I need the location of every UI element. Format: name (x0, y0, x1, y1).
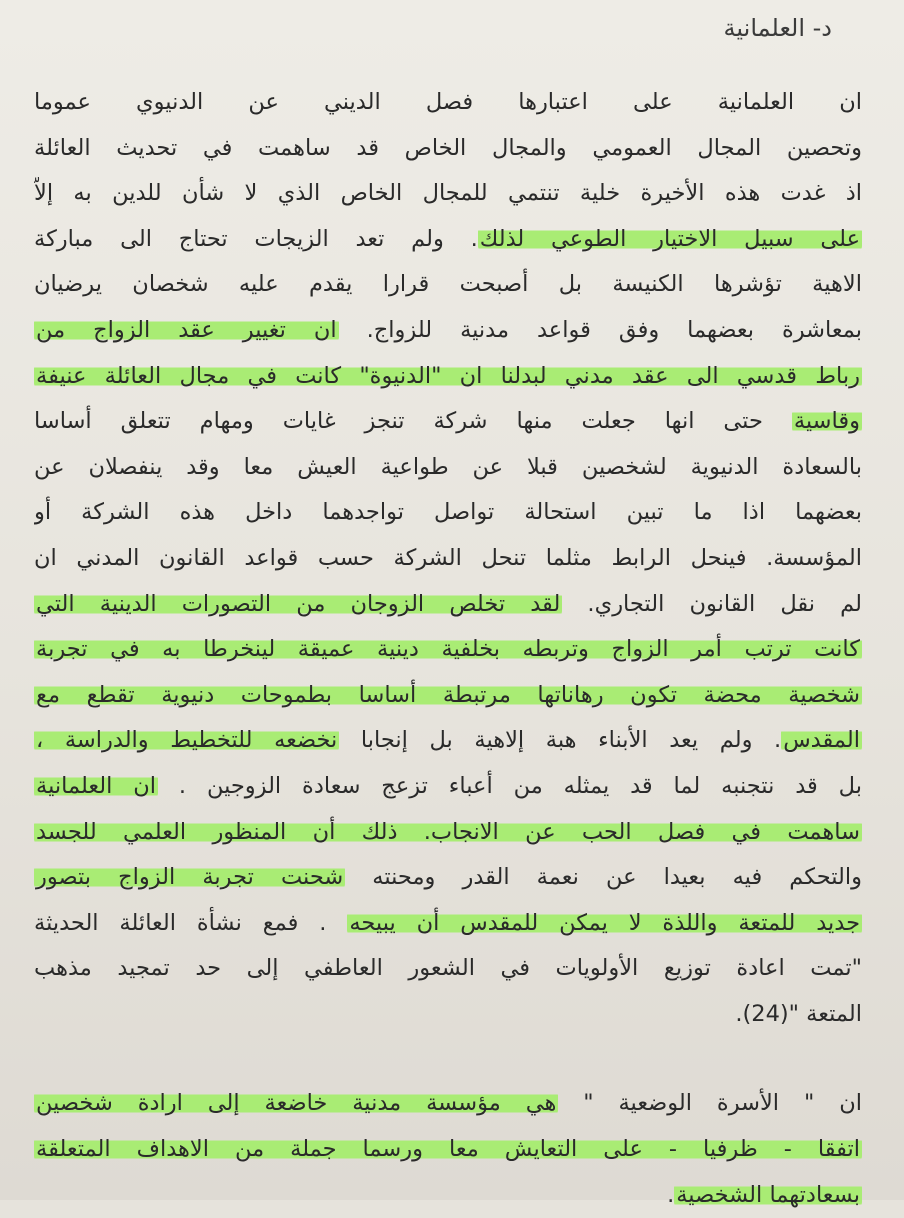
text-segment: بمعاشرة بعضهما وفق قواعد مدنية للزواج. (338, 316, 862, 343)
text-segment: حتى انها جعلت منها شركة تنجز غايات ومهام تتعلق أساسا (34, 408, 792, 435)
text-line (34, 673, 862, 719)
text-segment: . ولم يعد الأبناء هبة إلاهية بل إنجابا (339, 727, 782, 754)
text-line (34, 217, 862, 263)
text-line (34, 308, 862, 354)
text-line (34, 262, 862, 308)
text-line (34, 126, 862, 172)
paragraph-gap (34, 1037, 862, 1081)
text-line (34, 490, 862, 536)
text-line (34, 399, 862, 445)
text-line (34, 627, 862, 673)
text-segment: الاهية تؤشرها الكنيسة بل أصبحت قرارا يقدم عليه شخصان يرضيان (34, 271, 862, 298)
text-line (34, 1173, 862, 1218)
highlighted-text: نخضعه للتخطيط والدراسة ، (36, 727, 338, 754)
highlighted-text: رباط قدسي الى عقد مدني لبدلنا ان "الدنيوة" كانت في مجال العائلة عنيفة (36, 362, 860, 389)
text-line (34, 718, 862, 764)
highlighted-text: على سبيل الاختيار الطوعي لذلك (479, 225, 860, 252)
highlighted-text: ان العلمانية (36, 772, 157, 799)
text-segment: . فمع نشأة العائلة الحديثة (34, 909, 348, 936)
highlighted-text: جديد للمتعة واللذة لا يمكن للمقدس أن يبيحه (349, 909, 860, 936)
highlighted-text: ان تغيير عقد الزواج من (36, 316, 337, 343)
text-segment: بل قد نتجنبه لما قد يمثله من أعباء تزعج سعادة الزوجين . (158, 772, 862, 799)
text-segment: ان العلمانية على اعتبارها فصل الديني عن الدنيوي عموما (34, 89, 862, 115)
text-line (34, 445, 862, 491)
highlighted-text: المقدس (783, 727, 860, 754)
text-segment: بالسعادة الدنيوية لشخصين قبلا عن طواعية العيش معا وقد ينفصلان عن (34, 453, 862, 480)
text-line (34, 901, 862, 947)
text-line (34, 810, 862, 856)
text-line (34, 536, 862, 582)
text-line (34, 946, 862, 992)
highlighted-text: وقاسية (793, 408, 860, 435)
section-heading: د- العلمانية (723, 14, 832, 42)
paragraph (34, 80, 862, 1037)
text-segment: . ولم تعد الزيجات تحتاج الى مباركة (34, 225, 478, 252)
highlighted-text: كانت ترتب أمر الزواج وتربطه بخلفية دينية عميقة لينخرطا به في تجربة (36, 636, 860, 663)
text-line (34, 582, 862, 628)
text-segment: بعضهما اذا ما تبين استحالة تواصل تواجدهما داخل هذه الشركة أو (34, 499, 862, 526)
highlighted-text: شحنت تجربة الزواج بتصور (36, 864, 344, 891)
text-segment: ان " الأسرة الوضعية " (558, 1090, 862, 1117)
text-segment: . (667, 1181, 675, 1208)
text-line (34, 992, 862, 1038)
text-line (34, 1127, 862, 1173)
text-segment: لم نقل القانون التجاري. (562, 590, 862, 617)
text-segment: والتحكم فيه بعيدا عن نعمة القدر ومحنته (345, 864, 862, 891)
text-line (34, 80, 862, 126)
highlighted-text: ساهمت في فصل الحب عن الانجاب. ذلك أن المنظور العلمي للجسد (36, 818, 860, 845)
highlighted-text: شخصية محضة تكون رهاناتها مرتبطة أساسا بطموحات دنيوية تقطع مع (36, 681, 860, 708)
highlighted-text: لقد تخلص الزوجان من التصورات الدينية التي (36, 590, 561, 617)
text-segment: وتحصين المجال العمومي والمجال الخاص قد ساهمت في تحديث العائلة (34, 134, 862, 161)
text-segment: المؤسسة. فينحل الرابط مثلما تنحل الشركة حسب قواعد القانون المدني ان (34, 544, 862, 571)
text-line (34, 764, 862, 810)
text-line (34, 855, 862, 901)
text-segment: اذ غدت هذه الأخيرة خلية تنتمي للمجال الخاص الذي لا شأن للدين به إلاّ (34, 180, 862, 207)
highlighted-text: هي مؤسسة مدنية خاضعة إلى ارادة شخصين (36, 1090, 557, 1117)
text-segment: المتعة "(24). (735, 1000, 862, 1027)
text-line (34, 354, 862, 400)
text-line (34, 1081, 862, 1127)
body-text (34, 80, 862, 1218)
paragraph (34, 1081, 862, 1218)
highlighted-text: اتفقا - ظرفيا - على التعايش معا ورسما جملة من الاهداف المتعلقة (36, 1136, 860, 1163)
highlighted-text: بسعادتهما الشخصية (676, 1181, 860, 1208)
text-line (34, 171, 862, 217)
text-segment: "تمت اعادة توزيع الأولويات في الشعور العاطفي إلى حد تمجيد مذهب (34, 955, 862, 982)
